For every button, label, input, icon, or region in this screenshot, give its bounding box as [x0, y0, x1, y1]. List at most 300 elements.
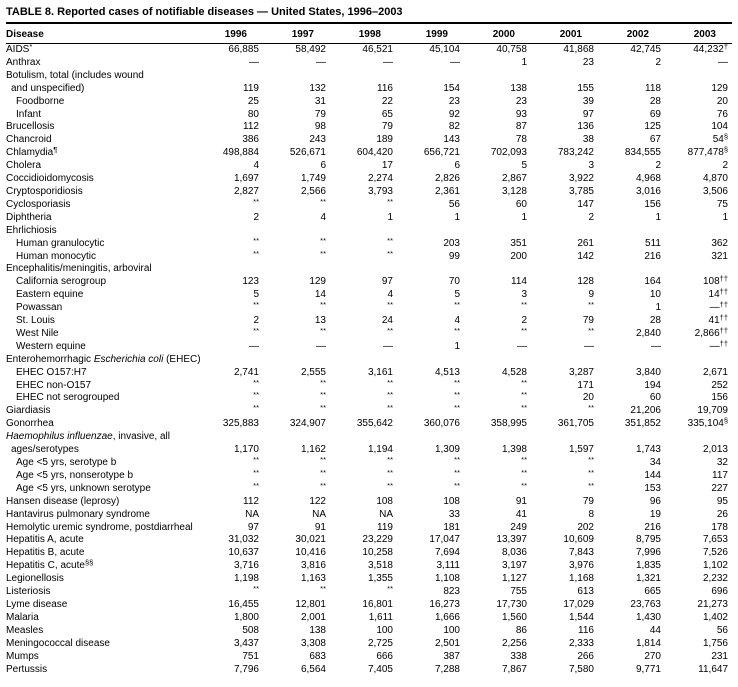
value-cell: 1: [454, 211, 460, 223]
value-cell: 6: [454, 160, 460, 172]
value-cell: 3,287: [568, 366, 594, 378]
value-cell: [464, 354, 531, 367]
table-row: [6, 496, 732, 509]
table-row: [6, 57, 732, 70]
value-cell: NA: [379, 508, 393, 520]
value-cell: **: [320, 584, 326, 594]
value-cell: **: [387, 455, 393, 464]
value-cell: 1,398: [501, 444, 527, 456]
table-row: [6, 341, 732, 354]
value-cell: 82: [448, 121, 460, 133]
value-cell: [397, 354, 464, 367]
value-cell: 498,884: [222, 147, 259, 159]
column-header-year-1999: 1999: [397, 24, 464, 44]
value-cell: **: [454, 467, 460, 477]
value-cell: 1: [521, 56, 527, 68]
value-cell: 358,995: [490, 418, 527, 430]
value-cell: 3,785: [568, 185, 594, 197]
table-row: [6, 70, 732, 83]
value-cell: 1: [722, 211, 728, 223]
value-cell: 2,001: [300, 611, 326, 623]
value-cell: 189: [376, 134, 393, 146]
value-cell: **: [521, 390, 527, 400]
value-cell: 2,866††: [694, 325, 728, 339]
value-cell: 21,206: [630, 405, 661, 417]
value-cell: 44,232†: [693, 42, 728, 55]
table-row: [6, 121, 732, 134]
value-cell: 1,544: [568, 611, 594, 623]
value-cell: **: [253, 248, 259, 258]
value-cell: 14††: [708, 287, 728, 301]
value-cell: **: [253, 584, 259, 594]
disease-cell: Age <5 yrs, serotype b: [16, 457, 117, 468]
value-cell: 1,102: [702, 560, 728, 572]
value-cell: 231: [711, 650, 728, 662]
column-header-year-1997: 1997: [263, 24, 330, 44]
value-cell: **: [253, 196, 259, 206]
disease-cell: Chancroid: [6, 134, 52, 146]
value-cell: 877,478§: [687, 145, 728, 159]
disease-cell: and unspecified): [11, 82, 85, 94]
value-cell: **: [320, 377, 326, 387]
value-cell: 200: [510, 250, 527, 262]
value-cell: 3,437: [233, 637, 259, 649]
value-cell: 144: [644, 469, 661, 481]
value-cell: [263, 431, 330, 444]
value-cell: 2,671: [702, 366, 728, 378]
value-cell: 97: [381, 276, 393, 288]
value-cell: 656,721: [423, 147, 460, 159]
value-cell: **: [387, 248, 393, 258]
value-cell: [330, 70, 397, 83]
value-cell: [196, 431, 263, 444]
table-row: [6, 457, 732, 470]
value-cell: **: [521, 403, 527, 413]
disease-cell: Haemophilus influenzae, invasive, all: [6, 431, 170, 443]
value-cell: 154: [443, 82, 460, 94]
table-row: [6, 586, 732, 599]
value-cell: 1: [454, 340, 460, 352]
value-cell: 2,361: [434, 185, 460, 197]
value-cell: 2: [253, 315, 259, 327]
disease-cell: Cyclosporiasis: [6, 198, 71, 210]
table-row: [6, 251, 732, 264]
table-row: [6, 444, 732, 457]
value-cell: 118: [645, 82, 661, 94]
value-cell: [665, 354, 732, 367]
value-cell: —: [584, 340, 594, 352]
value-cell: 56: [448, 198, 460, 210]
value-cell: 60: [649, 392, 661, 404]
value-cell: **: [320, 196, 326, 206]
value-cell: 2,725: [367, 637, 393, 649]
value-cell: —: [383, 56, 393, 68]
value-cell: 38: [582, 134, 594, 146]
value-cell: 7,405: [367, 663, 393, 675]
disease-cell: Foodborne: [16, 95, 65, 107]
value-cell: 203: [443, 237, 460, 249]
value-cell: **: [387, 390, 393, 400]
value-cell: 4,513: [434, 366, 460, 378]
value-cell: 351,852: [624, 418, 661, 430]
value-cell: 3,506: [702, 185, 728, 197]
value-cell: 338: [510, 650, 527, 662]
value-cell: 23: [582, 56, 594, 68]
value-cell: 132: [309, 82, 326, 94]
value-cell: 9: [588, 289, 594, 301]
value-cell: 171: [577, 379, 594, 391]
value-cell: 1,355: [367, 573, 393, 585]
disease-cell: EHEC non-O157: [16, 379, 92, 391]
column-header-year-2003: 2003: [665, 24, 732, 44]
value-cell: 3: [588, 160, 594, 172]
value-cell: 3,840: [635, 366, 661, 378]
value-cell: 31: [314, 95, 326, 107]
value-cell: 355,642: [356, 418, 393, 430]
table-row: [6, 263, 732, 276]
table-row: [6, 418, 732, 431]
value-cell: 2,826: [434, 173, 460, 185]
value-cell: 46,521: [362, 44, 393, 55]
value-cell: —: [249, 340, 259, 352]
value-cell: 1,309: [434, 444, 460, 456]
table-row: [6, 173, 732, 186]
value-cell: 23,763: [630, 598, 661, 610]
value-cell: [263, 354, 330, 367]
value-cell: 91: [515, 495, 527, 507]
value-cell: 3: [521, 289, 527, 301]
value-cell: [464, 431, 531, 444]
value-cell: 6: [320, 160, 326, 172]
value-cell: 755: [510, 586, 527, 598]
value-cell: 2,827: [233, 185, 259, 197]
value-cell: 17,047: [429, 534, 460, 546]
disease-cell: ages/serotypes: [11, 444, 79, 456]
value-cell: 25: [247, 95, 259, 107]
value-cell: 2,013: [702, 444, 728, 456]
value-cell: 42,745: [630, 44, 661, 55]
value-cell: 75: [716, 198, 728, 210]
disease-cell: Human granulocytic: [16, 237, 105, 249]
column-header-year-2000: 2000: [464, 24, 531, 44]
value-cell: 91: [314, 521, 326, 533]
disease-cell: Enterohemorrhagic Escherichia coli (EHEC): [6, 353, 201, 365]
value-cell: 23: [448, 95, 460, 107]
value-cell: 1,800: [233, 611, 259, 623]
value-cell: 8,795: [635, 534, 661, 546]
value-cell: 79: [582, 495, 594, 507]
value-cell: 7,526: [702, 547, 728, 559]
value-cell: 114: [511, 276, 527, 288]
value-cell: 129: [309, 276, 326, 288]
value-cell: [397, 70, 464, 83]
value-cell: 86: [515, 624, 527, 636]
disease-cell: Western equine: [16, 340, 86, 352]
value-cell: 65: [381, 108, 393, 120]
value-cell: **: [387, 325, 393, 335]
value-cell: 67: [649, 134, 661, 146]
value-cell: 33: [448, 508, 460, 520]
value-cell: 41: [515, 508, 527, 520]
value-cell: 34: [649, 457, 661, 468]
value-cell: 2,741: [233, 366, 259, 378]
disease-cell: Pertussis: [6, 663, 48, 675]
header-row: [6, 24, 732, 44]
value-cell: 7,796: [233, 663, 259, 675]
value-cell: [665, 225, 732, 238]
value-cell: —: [517, 340, 527, 352]
table-row: [6, 289, 732, 302]
value-cell: 249: [510, 521, 527, 533]
value-cell: 16,801: [362, 598, 393, 610]
value-cell: 10,258: [362, 547, 393, 559]
value-cell: 22: [381, 95, 393, 107]
value-cell: **: [320, 480, 326, 490]
value-cell: 112: [243, 121, 259, 133]
value-cell: 41,868: [563, 44, 594, 55]
value-cell: **: [588, 455, 594, 464]
table-row: [6, 276, 732, 289]
disease-cell: Infant: [16, 108, 42, 120]
value-cell: —: [249, 56, 259, 68]
disease-cell: Cryptosporidiosis: [6, 185, 83, 197]
table-row: [6, 380, 732, 393]
column-header-year-2001: 2001: [531, 24, 598, 44]
value-cell: 2,555: [300, 366, 326, 378]
value-cell: 17,730: [496, 598, 527, 610]
disease-cell: Hepatitis C, acute§§: [6, 558, 94, 572]
value-cell: [330, 431, 397, 444]
value-cell: 66,885: [228, 44, 259, 55]
value-cell: **: [253, 325, 259, 335]
disease-cell: Lyme disease: [6, 598, 68, 610]
value-cell: 324,907: [289, 418, 326, 430]
value-cell: 10,637: [228, 547, 259, 559]
value-cell: 41††: [708, 313, 728, 327]
table-row: [6, 625, 732, 638]
table-row: [6, 186, 732, 199]
value-cell: 13: [314, 315, 326, 327]
value-cell: [598, 263, 665, 276]
value-cell: **: [521, 480, 527, 490]
value-cell: 7,867: [501, 663, 527, 675]
value-cell: 3,016: [635, 185, 661, 197]
table-row: [6, 547, 732, 560]
table-row: [6, 470, 732, 483]
value-cell: 99: [448, 250, 460, 262]
value-cell: 108: [376, 495, 393, 507]
value-cell: **: [454, 377, 460, 387]
value-cell: **: [588, 403, 594, 413]
value-cell: **: [253, 235, 259, 245]
value-cell: 58,492: [295, 44, 326, 55]
value-cell: —: [316, 340, 326, 352]
value-cell: **: [253, 455, 259, 464]
value-cell: 142: [577, 250, 594, 262]
value-cell: 613: [577, 586, 594, 598]
value-cell: **: [320, 455, 326, 464]
table-row: [6, 599, 732, 612]
disease-cell: Encephalitis/meningitis, arboviral: [6, 263, 152, 275]
disease-cell: Age <5 yrs, nonserotype b: [16, 469, 134, 481]
value-cell: 325,883: [222, 418, 259, 430]
value-cell: 1,168: [568, 573, 594, 585]
value-cell: 156: [644, 198, 661, 210]
value-cell: [531, 431, 598, 444]
value-cell: 119: [243, 82, 259, 94]
column-header-year-1996: 1996: [196, 24, 263, 44]
value-cell: —: [450, 56, 460, 68]
value-cell: 702,093: [490, 147, 527, 159]
value-cell: 1,560: [501, 611, 527, 623]
value-cell: [531, 70, 598, 83]
value-cell: 112: [243, 495, 259, 507]
value-cell: 1: [387, 211, 393, 223]
value-cell: 9,771: [635, 663, 661, 675]
value-cell: 104: [711, 121, 728, 133]
value-cell: 526,671: [289, 147, 326, 159]
table-row: [6, 147, 732, 160]
value-cell: 508: [242, 624, 259, 636]
value-cell: —: [316, 56, 326, 68]
value-cell: **: [387, 467, 393, 477]
value-cell: 387: [443, 650, 460, 662]
value-cell: [598, 225, 665, 238]
value-cell: 335,104§: [687, 416, 728, 430]
value-cell: 1,611: [368, 611, 393, 623]
value-cell: 45,104: [429, 44, 460, 55]
value-cell: [665, 431, 732, 444]
value-cell: 7,580: [568, 663, 594, 675]
value-cell: 3,793: [367, 185, 393, 197]
value-cell: 3,716: [233, 560, 259, 572]
value-cell: 2,840: [635, 327, 661, 339]
value-cell: [464, 225, 531, 238]
value-cell: [464, 70, 531, 83]
table-row: [6, 651, 732, 664]
value-cell: 125: [644, 121, 661, 133]
value-cell: [531, 354, 598, 367]
value-cell: 1,756: [702, 637, 728, 649]
value-cell: 2,867: [501, 173, 527, 185]
table-header: [6, 24, 732, 44]
value-cell: 14: [314, 289, 326, 301]
value-cell: 4: [253, 160, 259, 172]
value-cell: 122: [309, 495, 326, 507]
value-cell: 117: [712, 469, 728, 481]
value-cell: 1,127: [501, 573, 527, 585]
value-cell: 28: [649, 95, 661, 107]
value-cell: 7,996: [635, 547, 661, 559]
value-cell: **: [521, 455, 527, 464]
disease-cell: Anthrax: [6, 56, 41, 68]
value-cell: 13,397: [496, 534, 527, 546]
value-cell: 20: [716, 95, 728, 107]
value-cell: 181: [443, 521, 460, 533]
value-cell: 129: [711, 82, 728, 94]
value-cell: 511: [645, 237, 661, 249]
value-cell: 2: [655, 56, 661, 68]
value-cell: 1,402: [702, 611, 728, 623]
value-cell: 10: [649, 289, 661, 301]
value-cell: [598, 431, 665, 444]
value-cell: 823: [443, 586, 460, 598]
value-cell: 783,242: [557, 147, 594, 159]
value-cell: 136: [577, 121, 594, 133]
value-cell: **: [521, 300, 527, 310]
value-cell: 360,076: [423, 418, 460, 430]
value-cell: —: [383, 340, 393, 352]
value-cell: 56: [716, 624, 728, 636]
value-cell: **: [253, 390, 259, 400]
value-cell: 16,273: [429, 598, 460, 610]
value-cell: 100: [376, 624, 393, 636]
value-cell: 696: [711, 586, 728, 598]
value-cell: **: [320, 248, 326, 258]
value-cell: **: [454, 403, 460, 413]
disease-cell: Hepatitis A, acute: [6, 534, 84, 546]
disease-cell: Coccidioidomycosis: [6, 173, 94, 185]
value-cell: [263, 70, 330, 83]
value-cell: **: [387, 377, 393, 387]
value-cell: 164: [644, 276, 661, 288]
disease-cell: Ehrlichiosis: [6, 224, 57, 236]
disease-cell: Measles: [6, 624, 44, 636]
value-cell: **: [253, 300, 259, 310]
value-cell: 1,194: [367, 444, 393, 456]
table-row: [6, 225, 732, 238]
value-cell: 361,705: [557, 418, 594, 430]
value-cell: 3,161: [367, 366, 393, 378]
value-cell: 5: [253, 289, 259, 301]
table-row: [6, 638, 732, 651]
value-cell: [263, 263, 330, 276]
value-cell: 1: [655, 211, 661, 223]
value-cell: 266: [577, 650, 594, 662]
value-cell: [196, 263, 263, 276]
value-cell: 386: [242, 134, 259, 146]
value-cell: 1,198: [233, 573, 259, 585]
value-cell: 39: [582, 95, 594, 107]
value-cell: 119: [377, 521, 393, 533]
value-cell: 138: [309, 624, 326, 636]
table-row: [6, 199, 732, 212]
value-cell: **: [454, 480, 460, 490]
value-cell: **: [253, 403, 259, 413]
value-cell: —††: [709, 338, 728, 352]
value-cell: 128: [577, 276, 594, 288]
value-cell: 17,029: [563, 598, 594, 610]
table-row: [6, 160, 732, 173]
disease-table: [6, 24, 732, 676]
value-cell: 80: [247, 108, 259, 120]
value-cell: **: [521, 377, 527, 387]
value-cell: 108: [443, 495, 460, 507]
value-cell: 321: [711, 250, 728, 262]
table-row: [6, 109, 732, 122]
disease-cell: Cholera: [6, 160, 42, 172]
value-cell: **: [387, 235, 393, 245]
value-cell: [397, 225, 464, 238]
value-cell: 138: [510, 82, 527, 94]
value-cell: 24: [381, 315, 393, 327]
table-body: [6, 44, 732, 677]
value-cell: **: [588, 325, 594, 335]
table-row: [6, 431, 732, 444]
value-cell: 1: [521, 211, 527, 223]
disease-cell: Botulism, total (includes wound: [6, 69, 144, 81]
disease-cell: Powassan: [16, 302, 63, 314]
